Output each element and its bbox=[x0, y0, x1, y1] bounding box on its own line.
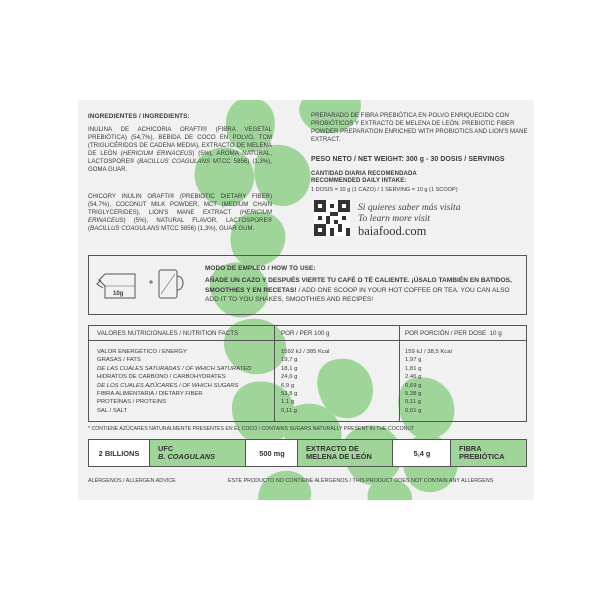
allergens-text: ESTE PRODUCTO NO CONTIENE ALÉRGENOS / THIS PRODUCT DOES NOT CONTAIN ANY ALLERGENS bbox=[228, 478, 494, 484]
highlights-strip bbox=[88, 439, 527, 467]
ingredients-es: INULINA DE ACHICORIA ORAFTI® (FIBRA VEGETAL PREBIÓTICA) (54,7%), BEBIDA DE COCO EN POLVO, TCM (TRIGLICÉRIDOS DE CADENA MEDIA), EXTRACTO DE MELENA DE LEÓN (HERICIUM ERINACEUS) (5%), AROMA NATURAL, LACTOSPORE® (BACILLUS COAGULANS MTCC 5856) (1,3%), GOMA GUAR. bbox=[88, 126, 272, 174]
nutrition-cell: 2,46 g bbox=[405, 374, 422, 381]
nutrition-cell: 0,11 g bbox=[405, 399, 421, 406]
nutrition-cell: VALOR ENERGÉTICO / ENERGY bbox=[97, 349, 187, 355]
nutrition-cell: 19,7 g bbox=[281, 357, 298, 364]
nutrition-cell: 1,81 g bbox=[405, 365, 422, 372]
nutrition-cell: 24,6 g bbox=[281, 374, 298, 381]
product-description: PREPARADO DE FIBRA PREBIÓTICA EN POLVO ENRIQUECIDO CON PROBIÓTICOS Y EXTRACTO DE MELENA DE LEÓN. PREBIOTIC FIBER POWDER PREPARATION ENRICHED WITH PROBIOTICS AND LION'S MANE EXTRACT. bbox=[311, 112, 528, 144]
nutrition-cell: 0,69 g bbox=[405, 382, 422, 389]
probiotic-strain: UFC B. COAGULANS bbox=[149, 440, 245, 466]
net-weight: PESO NETO / NET WEIGHT: 300 g - 30 DOSIS / SERVINGS bbox=[311, 156, 505, 163]
ingredients-heading: INGREDIENTES / INGREDIENTS: bbox=[88, 113, 190, 120]
ingredients-en: CHICORY INULIN ORAFTI® (PREBIOTIC DIETARY FIBER) (54,7%), COCONUT MILK POWDER, MCT (MEDIUM CHAIN TRIGLYCERIDES), LION'S MANE EXTRACT (HERICIUM ERINACEUS) (5%), NATURAL FLAVOR, LACTOSPORE® (BACILLUS COAGULANS MTCC 5856) (1,3%), GUAR GUM. bbox=[88, 193, 272, 233]
website-link[interactable]: baiafood.com bbox=[358, 224, 427, 238]
fiber-name: FIBRA PREBIÓTICA bbox=[450, 440, 526, 466]
nutrition-cell: GRASAS / FATS bbox=[97, 357, 141, 364]
nutrition-header: VALORES NUTRICIONALES / NUTRITION FACTS bbox=[97, 330, 239, 337]
nutrition-cell: 159 kJ / 38,5 Kcal bbox=[405, 349, 452, 355]
nutrition-cell: 18,1 g bbox=[281, 365, 298, 372]
visit-en: To learn more visit bbox=[358, 213, 431, 224]
nutrition-cell: 1,1 g bbox=[281, 399, 295, 406]
probiotic-count: 2 BILLIONS bbox=[98, 448, 140, 458]
qr-code-icon[interactable] bbox=[314, 200, 350, 236]
nutrition-cell: PROTEÍNAS / PROTEINS bbox=[97, 399, 167, 406]
nutrition-cell: 53,8 g bbox=[281, 391, 298, 397]
nutrition-cell: 0,01 g bbox=[405, 407, 422, 414]
nutrition-footnote: * CONTIENE AZÚCARES NATURALMENTE PRESENTES EN EL COCO / CONTAINS SUGARS NATURALLY PRESENT IN THE COCONUT bbox=[88, 426, 415, 432]
nutrition-cell: DE LOS CUALES AZÚCARES / OF WHICH SUGARS bbox=[97, 382, 239, 389]
label-panel bbox=[78, 100, 534, 500]
fiber-amount: 5,4 g bbox=[392, 440, 451, 466]
dose-label-en: RECOMMENDED DAILY INTAKE: bbox=[311, 178, 407, 184]
dose-value: 1 DOSIS = 10 g (1 CAZO) / 1 SERVING = 10 g (1 SCOOP) bbox=[311, 187, 458, 193]
nutrition-cell: 1,97 g bbox=[405, 357, 422, 364]
nutrition-cell: DE LAS CUALES SATURADAS / OF WHICH SATURATED bbox=[97, 365, 252, 372]
scoop-plus-mug-icons bbox=[95, 266, 187, 304]
allergens-label: ALÉRGENOS / ALLERGEN ADVICE bbox=[88, 478, 176, 484]
usage-text: AÑADE UN CAZO Y DESPUÉS VIERTE TU CAFÉ O TÉ CALIENTE. ¡ÚSALO TAMBIÉN EN BATIDOS, SMOOTHIES Y EN RECETAS! / ADD ONE SCOOP IN YOUR HOT COFFEE OR TEA. YOU CAN ALSO ADD IT TO YOU SHAKES, SMOOTHIES AND RECIPES! bbox=[205, 277, 512, 304]
nutrition-cell: HIDRATOS DE CARBONO / CARBOHYDRATES bbox=[97, 374, 226, 381]
nutrition-table bbox=[88, 325, 527, 422]
extract-name: EXTRACTO DE MELENA DE LEÓN bbox=[297, 440, 392, 466]
nutrition-cell: 0,11 g bbox=[281, 407, 297, 414]
usage-heading: MODO DE EMPLEO / HOW TO USE: bbox=[205, 265, 316, 272]
extract-amount: 500 mg bbox=[245, 440, 298, 466]
nutrition-cell: 5,38 g bbox=[405, 391, 422, 397]
col-per-dose: POR PORCIÓN / PER DOSE 10 g bbox=[405, 330, 502, 337]
usage-box bbox=[88, 255, 527, 315]
scoop-label: 10g bbox=[113, 291, 124, 297]
nutrition-cell: 1592 kJ / 385 Kcal bbox=[281, 349, 330, 355]
nutrition-cell: 6,9 g bbox=[281, 382, 295, 389]
nutrition-cell: FIBRA ALIMENTARIA / DIETARY FIBER bbox=[97, 391, 203, 397]
col-per-100: POR / PER 100 g bbox=[281, 330, 330, 337]
dose-label-es: CANTIDAD DIARIA RECOMENDADA bbox=[311, 171, 417, 177]
visit-es: Si quieres saber más visita bbox=[358, 202, 461, 213]
nutrition-cell: SAL / SALT bbox=[97, 407, 128, 414]
